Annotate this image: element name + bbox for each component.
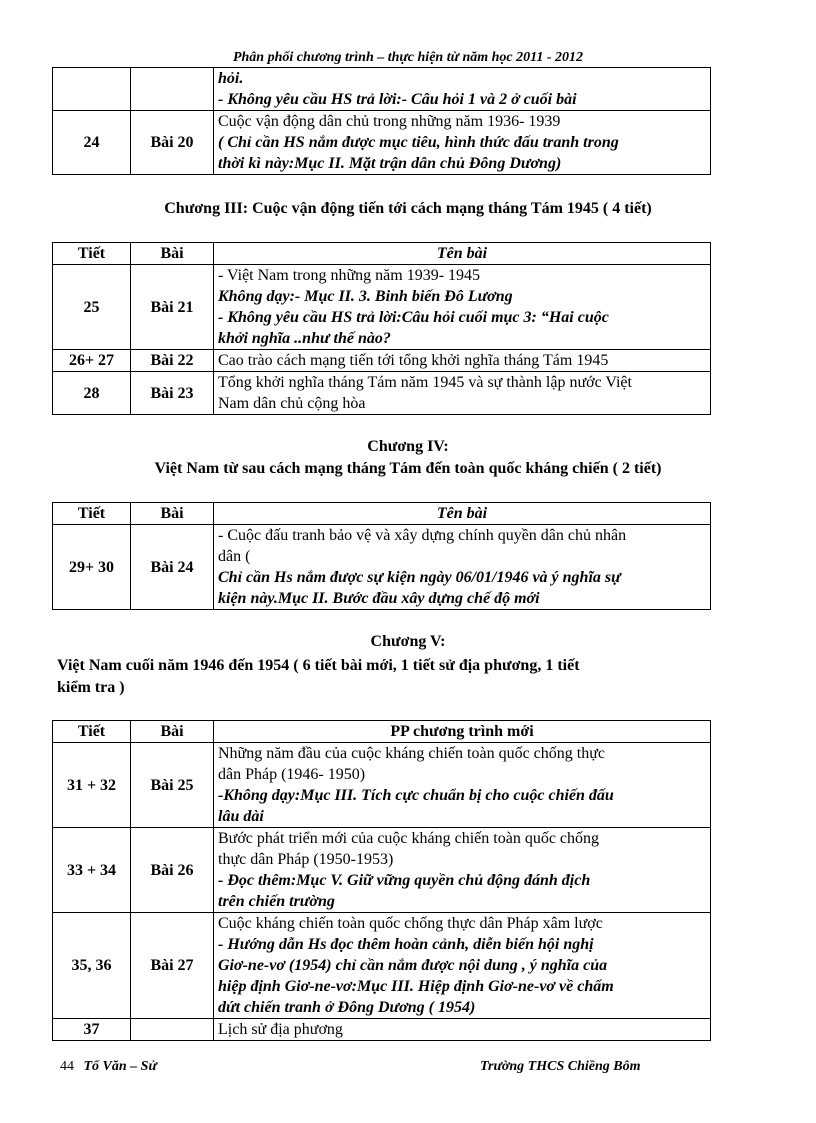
chapter-5-label: Chương V:	[370, 633, 446, 650]
table-bai-20	[52, 67, 711, 175]
content-line: Những năm đầu của cuộc kháng chiến toàn quốc chống thực	[218, 745, 605, 762]
table-chapter-5	[52, 720, 711, 1041]
cell-content	[214, 111, 711, 175]
content-line: -Không dạy:Mục III. Tích cực chuẩn bị cho cuộc chiến đấu	[218, 787, 614, 804]
cell-bai: Bài 24	[131, 525, 214, 610]
content-line: Lịch sử địa phương	[218, 1021, 343, 1038]
content-line: kiện này.Mục II. Bước đầu xây dựng chế độ mới	[218, 590, 540, 607]
content-line: - Đọc thêm:Mục V. Giữ vững quyền chủ động đánh địch	[218, 872, 591, 889]
table-row	[53, 1019, 711, 1041]
page-header: Phân phối chương trình – thực hiện từ năm học 2011 - 2012	[232, 50, 584, 65]
chapter-4-title: Việt Nam từ sau cách mạng tháng Tám đến toàn quốc kháng chiến ( 2 tiết)	[154, 460, 662, 477]
cell-tiet: 26+ 27	[53, 350, 131, 372]
cell-content	[214, 265, 711, 350]
header-bai: Bài	[131, 243, 214, 265]
chapter-5-title	[57, 655, 737, 699]
content-line: Tổng khởi nghĩa tháng Tám năm 1945 và sự thành lập nước Việt	[218, 374, 632, 391]
cell-tiet: 31 + 32	[53, 743, 131, 828]
content-line: dân (	[218, 548, 251, 565]
cell-bai: Bài 23	[131, 372, 214, 415]
header-ten-bai: Tên bài	[214, 243, 711, 265]
header-ten-bai: Tên bài	[214, 503, 711, 525]
cell-content	[214, 68, 711, 111]
header-tiet: Tiết	[53, 721, 131, 743]
header-bai: Bài	[131, 721, 214, 743]
cell-bai: Bài 25	[131, 743, 214, 828]
cell-tiet: 37	[53, 1019, 131, 1041]
footer-left	[60, 1059, 157, 1075]
cell-tiet: 33 + 34	[53, 828, 131, 913]
table-row	[53, 265, 711, 350]
table-chapter-3	[52, 242, 711, 415]
cell-bai: Bài 20	[131, 111, 214, 175]
content-line: - Cuộc đấu tranh bảo vệ và xây dựng chính quyền dân chủ nhân	[218, 527, 627, 544]
cell-tiet: 24	[53, 111, 131, 175]
cell-tiet: 35, 36	[53, 913, 131, 1019]
chapter-4-label: Chương IV:	[367, 438, 449, 455]
cell-tiet: 29+ 30	[53, 525, 131, 610]
content-line: Nam dân chủ cộng hòa	[218, 395, 366, 412]
header-tiet: Tiết	[53, 503, 131, 525]
content-line: Cuộc kháng chiến toàn quốc chống thực dân Pháp xâm lược	[218, 915, 603, 932]
cell-content	[214, 525, 711, 610]
content-line: Giơ-ne-vơ (1954) chỉ cần nắm được nội dung , ý nghĩa của	[218, 957, 608, 974]
cell-content	[214, 913, 711, 1019]
header-pp-chuong-trinh: PP chương trình mới	[214, 721, 711, 743]
header-tiet: Tiết	[53, 243, 131, 265]
table-row	[53, 913, 711, 1019]
table-row	[53, 525, 711, 610]
content-line: - Không yêu cầu HS trả lời:- Câu hỏi 1 và 2 ở cuối bài	[218, 91, 577, 108]
cell-tiet: 28	[53, 372, 131, 415]
content-line: - Việt Nam trong những năm 1939- 1945	[218, 267, 481, 284]
content-line: khởi nghĩa ..như thế nào?	[218, 330, 391, 347]
table-row	[53, 350, 711, 372]
content-line: thời kì này:Mục II. Mặt trận dân chủ Đông Dương)	[218, 155, 562, 172]
cell-bai	[131, 1019, 214, 1041]
content-line: Cao trào cách mạng tiến tới tổng khởi nghĩa tháng Tám 1945	[218, 352, 609, 369]
content-line: thực dân Pháp (1950-1953)	[218, 851, 394, 868]
cell-bai: Bài 26	[131, 828, 214, 913]
table-row	[53, 372, 711, 415]
page-number: 44	[60, 1059, 74, 1074]
department-name: Tổ Văn – Sử	[83, 1059, 157, 1074]
content-line: dân Pháp (1946- 1950)	[218, 766, 366, 783]
table-row	[53, 743, 711, 828]
cell-bai	[131, 68, 214, 111]
cell-content	[214, 350, 711, 372]
content-line: Cuộc vận động dân chủ trong những năm 1936- 1939	[218, 113, 561, 130]
cell-content	[214, 743, 711, 828]
content-line: dứt chiến tranh ở Đông Dương ( 1954)	[218, 999, 476, 1016]
chapter-5-title-line: Việt Nam cuối năm 1946 đến 1954 ( 6 tiết bài mới, 1 tiết sử địa phương, 1 tiết	[57, 657, 580, 674]
content-line: Không dạy:- Mục II. 3. Binh biến Đô Lương	[218, 288, 513, 305]
chapter-3-title: Chương III: Cuộc vận động tiến tới cách mạng tháng Tám 1945 ( 4 tiết)	[164, 200, 652, 217]
content-line: hỏi.	[218, 70, 244, 87]
table-row	[53, 68, 711, 111]
cell-tiet	[53, 68, 131, 111]
content-line: - Hướng dẫn Hs đọc thêm hoàn cảnh, diễn biến hội nghị	[218, 936, 594, 953]
chapter-5-title-line: kiểm tra )	[57, 679, 125, 696]
table-row	[53, 828, 711, 913]
header-bai: Bài	[131, 503, 214, 525]
content-line: lâu dài	[218, 808, 264, 825]
cell-content	[214, 372, 711, 415]
content-line: ( Chỉ cần HS nắm được mục tiêu, hình thức đấu tranh trong	[218, 134, 619, 151]
cell-content	[214, 828, 711, 913]
table-chapter-4	[52, 502, 711, 610]
cell-bai: Bài 22	[131, 350, 214, 372]
cell-content	[214, 1019, 711, 1041]
school-name: Trường THCS Chiềng Bôm	[480, 1059, 641, 1074]
content-line: trên chiến trường	[218, 893, 335, 910]
content-line: Bước phát triển mới của cuộc kháng chiến toàn quốc chống	[218, 830, 600, 847]
content-line: hiệp định Giơ-ne-vơ:Mục III. Hiệp định Giơ-ne-vơ về chấm	[218, 978, 614, 995]
cell-tiet: 25	[53, 265, 131, 350]
cell-bai: Bài 27	[131, 913, 214, 1019]
content-line: Chỉ cần Hs nắm được sự kiện ngày 06/01/1946 và ý nghĩa sự	[218, 569, 621, 586]
table-row	[53, 111, 711, 175]
cell-bai: Bài 21	[131, 265, 214, 350]
content-line: - Không yêu cầu HS trả lời:Câu hỏi cuối mục 3: “Hai cuộc	[218, 309, 609, 326]
